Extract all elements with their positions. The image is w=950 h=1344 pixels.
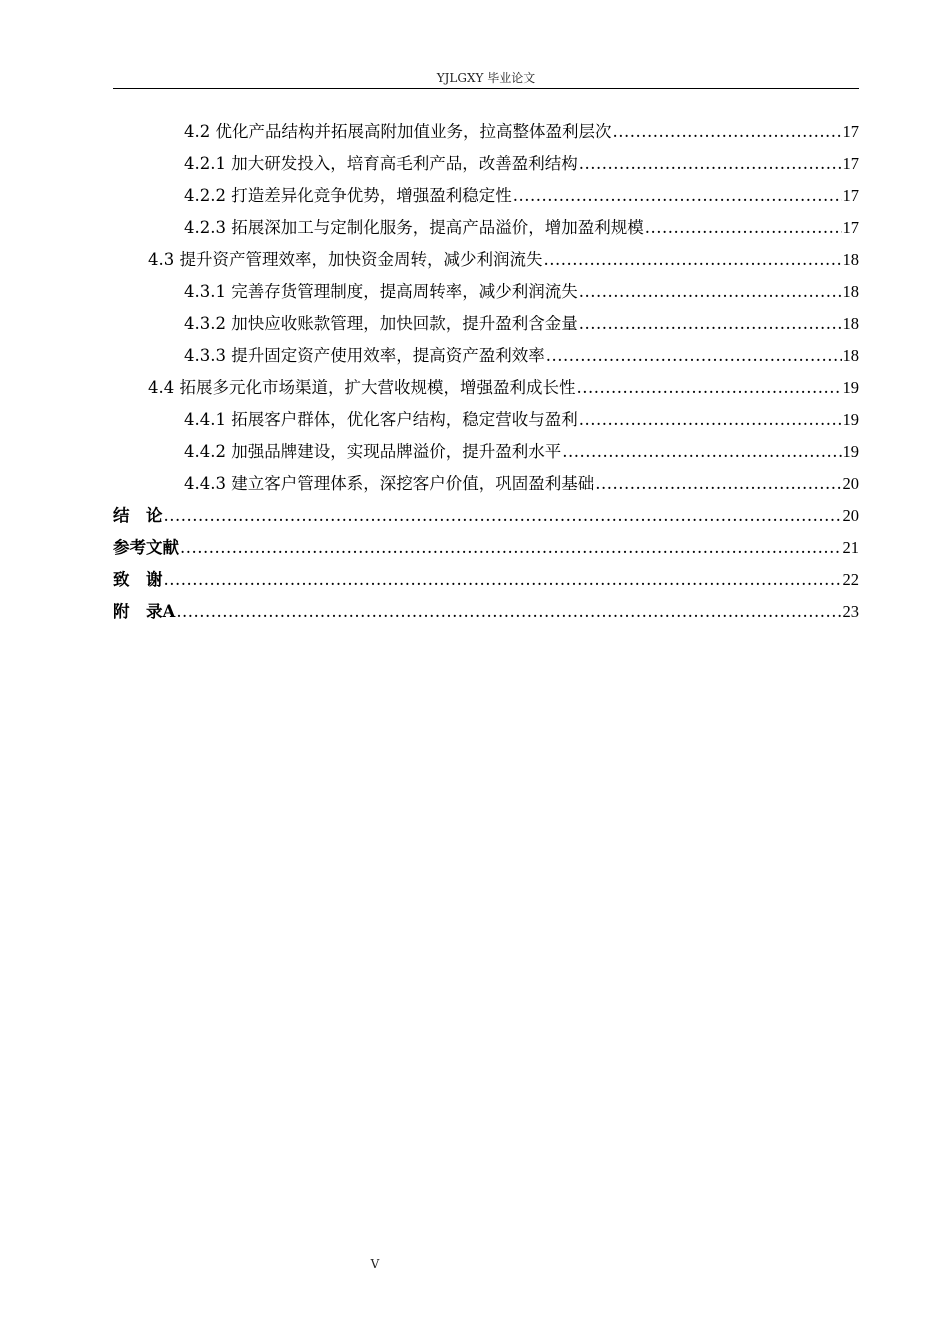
toc-dot-leader <box>164 500 842 532</box>
toc-entry[interactable] <box>113 116 859 148</box>
toc-entry[interactable] <box>113 500 859 532</box>
toc-entry-page: 23 <box>842 602 859 621</box>
toc-entry-page: 17 <box>842 154 859 173</box>
toc-entry-page: 18 <box>842 282 859 301</box>
toc-dot-leader <box>579 404 842 436</box>
toc-dot-leader <box>577 372 842 404</box>
toc-entry-title: 4.3 提升资产管理效率，加快资金周转，减少利润流失 <box>148 250 543 269</box>
toc-entry-page: 17 <box>842 218 859 237</box>
page-number: V <box>370 1257 380 1271</box>
toc-entry-title: 附 录A <box>113 602 176 621</box>
toc-entry[interactable] <box>113 276 859 308</box>
toc-entry-page: 18 <box>842 314 859 333</box>
toc-entry[interactable] <box>113 340 859 372</box>
toc-entry-title: 4.3.2 加快应收账款管理，加快回款，提升盈利含金量 <box>184 314 578 333</box>
toc-entry-title: 结 论 <box>113 506 163 525</box>
toc-entry-page: 18 <box>842 250 859 269</box>
toc-entry[interactable] <box>113 244 859 276</box>
toc-entry-title: 4.4.1 拓展客户群体，优化客户结构，稳定营收与盈利 <box>184 410 578 429</box>
toc-entry[interactable] <box>113 180 859 212</box>
toc-entry[interactable] <box>113 212 859 244</box>
toc-entry-page: 21 <box>842 538 859 557</box>
toc-entry[interactable] <box>113 436 859 468</box>
toc-entry-page: 17 <box>842 186 859 205</box>
toc-dot-leader <box>164 564 842 596</box>
toc-entry[interactable] <box>113 564 859 596</box>
toc-entry-page: 17 <box>842 122 859 141</box>
toc-dot-leader <box>645 212 842 244</box>
table-of-contents <box>113 116 859 628</box>
toc-entry-title: 4.4 拓展多元化市场渠道，扩大营收规模，增强盈利成长性 <box>148 378 576 397</box>
toc-entry[interactable] <box>113 308 859 340</box>
toc-entry-title: 致 谢 <box>113 570 163 589</box>
toc-dot-leader <box>180 532 842 564</box>
toc-entry[interactable] <box>113 596 859 628</box>
toc-entry-title: 4.3.1 完善存货管理制度，提高周转率，减少利润流失 <box>184 282 578 301</box>
toc-entry[interactable] <box>113 532 859 564</box>
toc-entry-title: 4.2.2 打造差异化竞争优势，增强盈利稳定性 <box>184 186 512 205</box>
toc-entry-title: 4.2 优化产品结构并拓展高附加值业务，拉高整体盈利层次 <box>184 122 612 141</box>
toc-dot-leader <box>595 468 841 500</box>
page-header: YJLGXY 毕业论文 <box>436 71 536 85</box>
toc-dot-leader <box>562 436 841 468</box>
toc-dot-leader <box>546 340 842 372</box>
toc-entry[interactable] <box>113 148 859 180</box>
toc-entry[interactable] <box>113 404 859 436</box>
toc-entry-title: 4.4.3 建立客户管理体系，深挖客户价值，巩固盈利基础 <box>184 474 595 493</box>
toc-entry-title: 4.4.2 加强品牌建设，实现品牌溢价，提升盈利水平 <box>184 442 562 461</box>
toc-entry[interactable] <box>113 372 859 404</box>
toc-entry-page: 19 <box>842 410 859 429</box>
toc-entry-title: 4.2.1 加大研发投入，培育高毛利产品，改善盈利结构 <box>184 154 578 173</box>
toc-entry[interactable] <box>113 468 859 500</box>
toc-dot-leader <box>579 308 842 340</box>
toc-dot-leader <box>613 116 842 148</box>
toc-entry-page: 19 <box>842 378 859 397</box>
toc-dot-leader <box>176 596 841 628</box>
toc-dot-leader <box>579 276 842 308</box>
toc-entry-page: 19 <box>842 442 859 461</box>
toc-entry-title: 4.3.3 提升固定资产使用效率，提高资产盈利效率 <box>184 346 545 365</box>
toc-entry-page: 20 <box>842 506 859 525</box>
toc-entry-title: 参考文献 <box>113 538 179 557</box>
toc-entry-page: 18 <box>842 346 859 365</box>
toc-entry-page: 22 <box>842 570 859 589</box>
toc-entry-page: 20 <box>842 474 859 493</box>
toc-dot-leader <box>579 148 842 180</box>
header-rule <box>113 88 859 89</box>
toc-dot-leader <box>513 180 842 212</box>
toc-dot-leader <box>544 244 842 276</box>
toc-entry-title: 4.2.3 拓展深加工与定制化服务，提高产品溢价，增加盈利规模 <box>184 218 644 237</box>
